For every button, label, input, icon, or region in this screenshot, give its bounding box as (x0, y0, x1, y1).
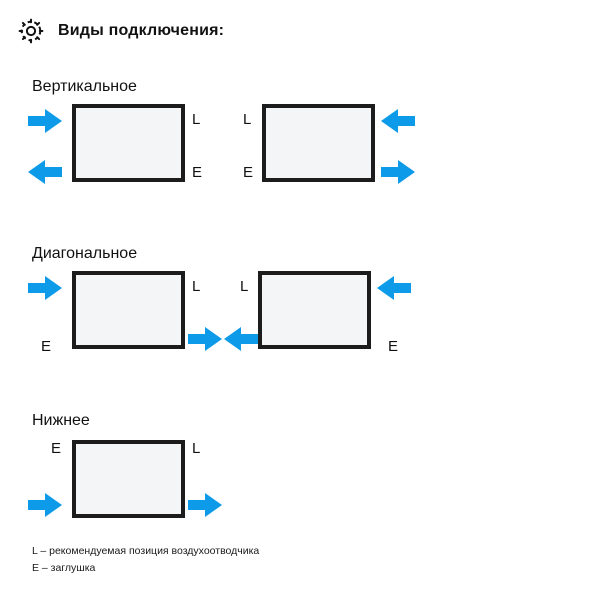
section-title-vertical: Вертикальное (32, 78, 137, 95)
section-title-bottom: Нижнее (32, 412, 90, 429)
port-label-diagonal-left-bottom: E (41, 338, 52, 355)
port-label-diagonal-right-bottom: E (388, 338, 399, 355)
arrow-diagonal-right-bottom-out (224, 326, 258, 352)
legend (32, 543, 259, 576)
radiator-diagonal-left (72, 271, 185, 349)
arrow-bottom-right-out (188, 492, 222, 518)
radiator-diagonal-right (258, 271, 371, 349)
page-title: Виды подключения: (58, 22, 225, 39)
port-label-diagonal-right-top: L (240, 278, 249, 295)
port-label-bottom-left-top-right: L (192, 440, 201, 457)
legend-line-e: E – заглушка (32, 561, 96, 574)
port-label-vertical-left-bottom: E (192, 164, 203, 181)
port-label-vertical-right-top: L (243, 111, 252, 128)
arrow-diagonal-right-top-in (377, 275, 411, 301)
port-label-vertical-left-top: L (192, 111, 201, 128)
section-title-diagonal: Диагональное (32, 245, 138, 262)
arrow-diagonal-left-bottom-out (188, 326, 222, 352)
port-label-bottom-left-top: E (51, 440, 62, 457)
port-label-diagonal-left-top: L (192, 278, 201, 295)
arrow-bottom-left-in (28, 492, 62, 518)
arrow-diagonal-left-top-in (28, 275, 62, 301)
port-label-vertical-right-bottom: E (243, 164, 254, 181)
legend-line-l: L – рекомендуемая позиция воздухоотводчика (32, 545, 260, 558)
radiator-bottom-left (72, 440, 185, 518)
